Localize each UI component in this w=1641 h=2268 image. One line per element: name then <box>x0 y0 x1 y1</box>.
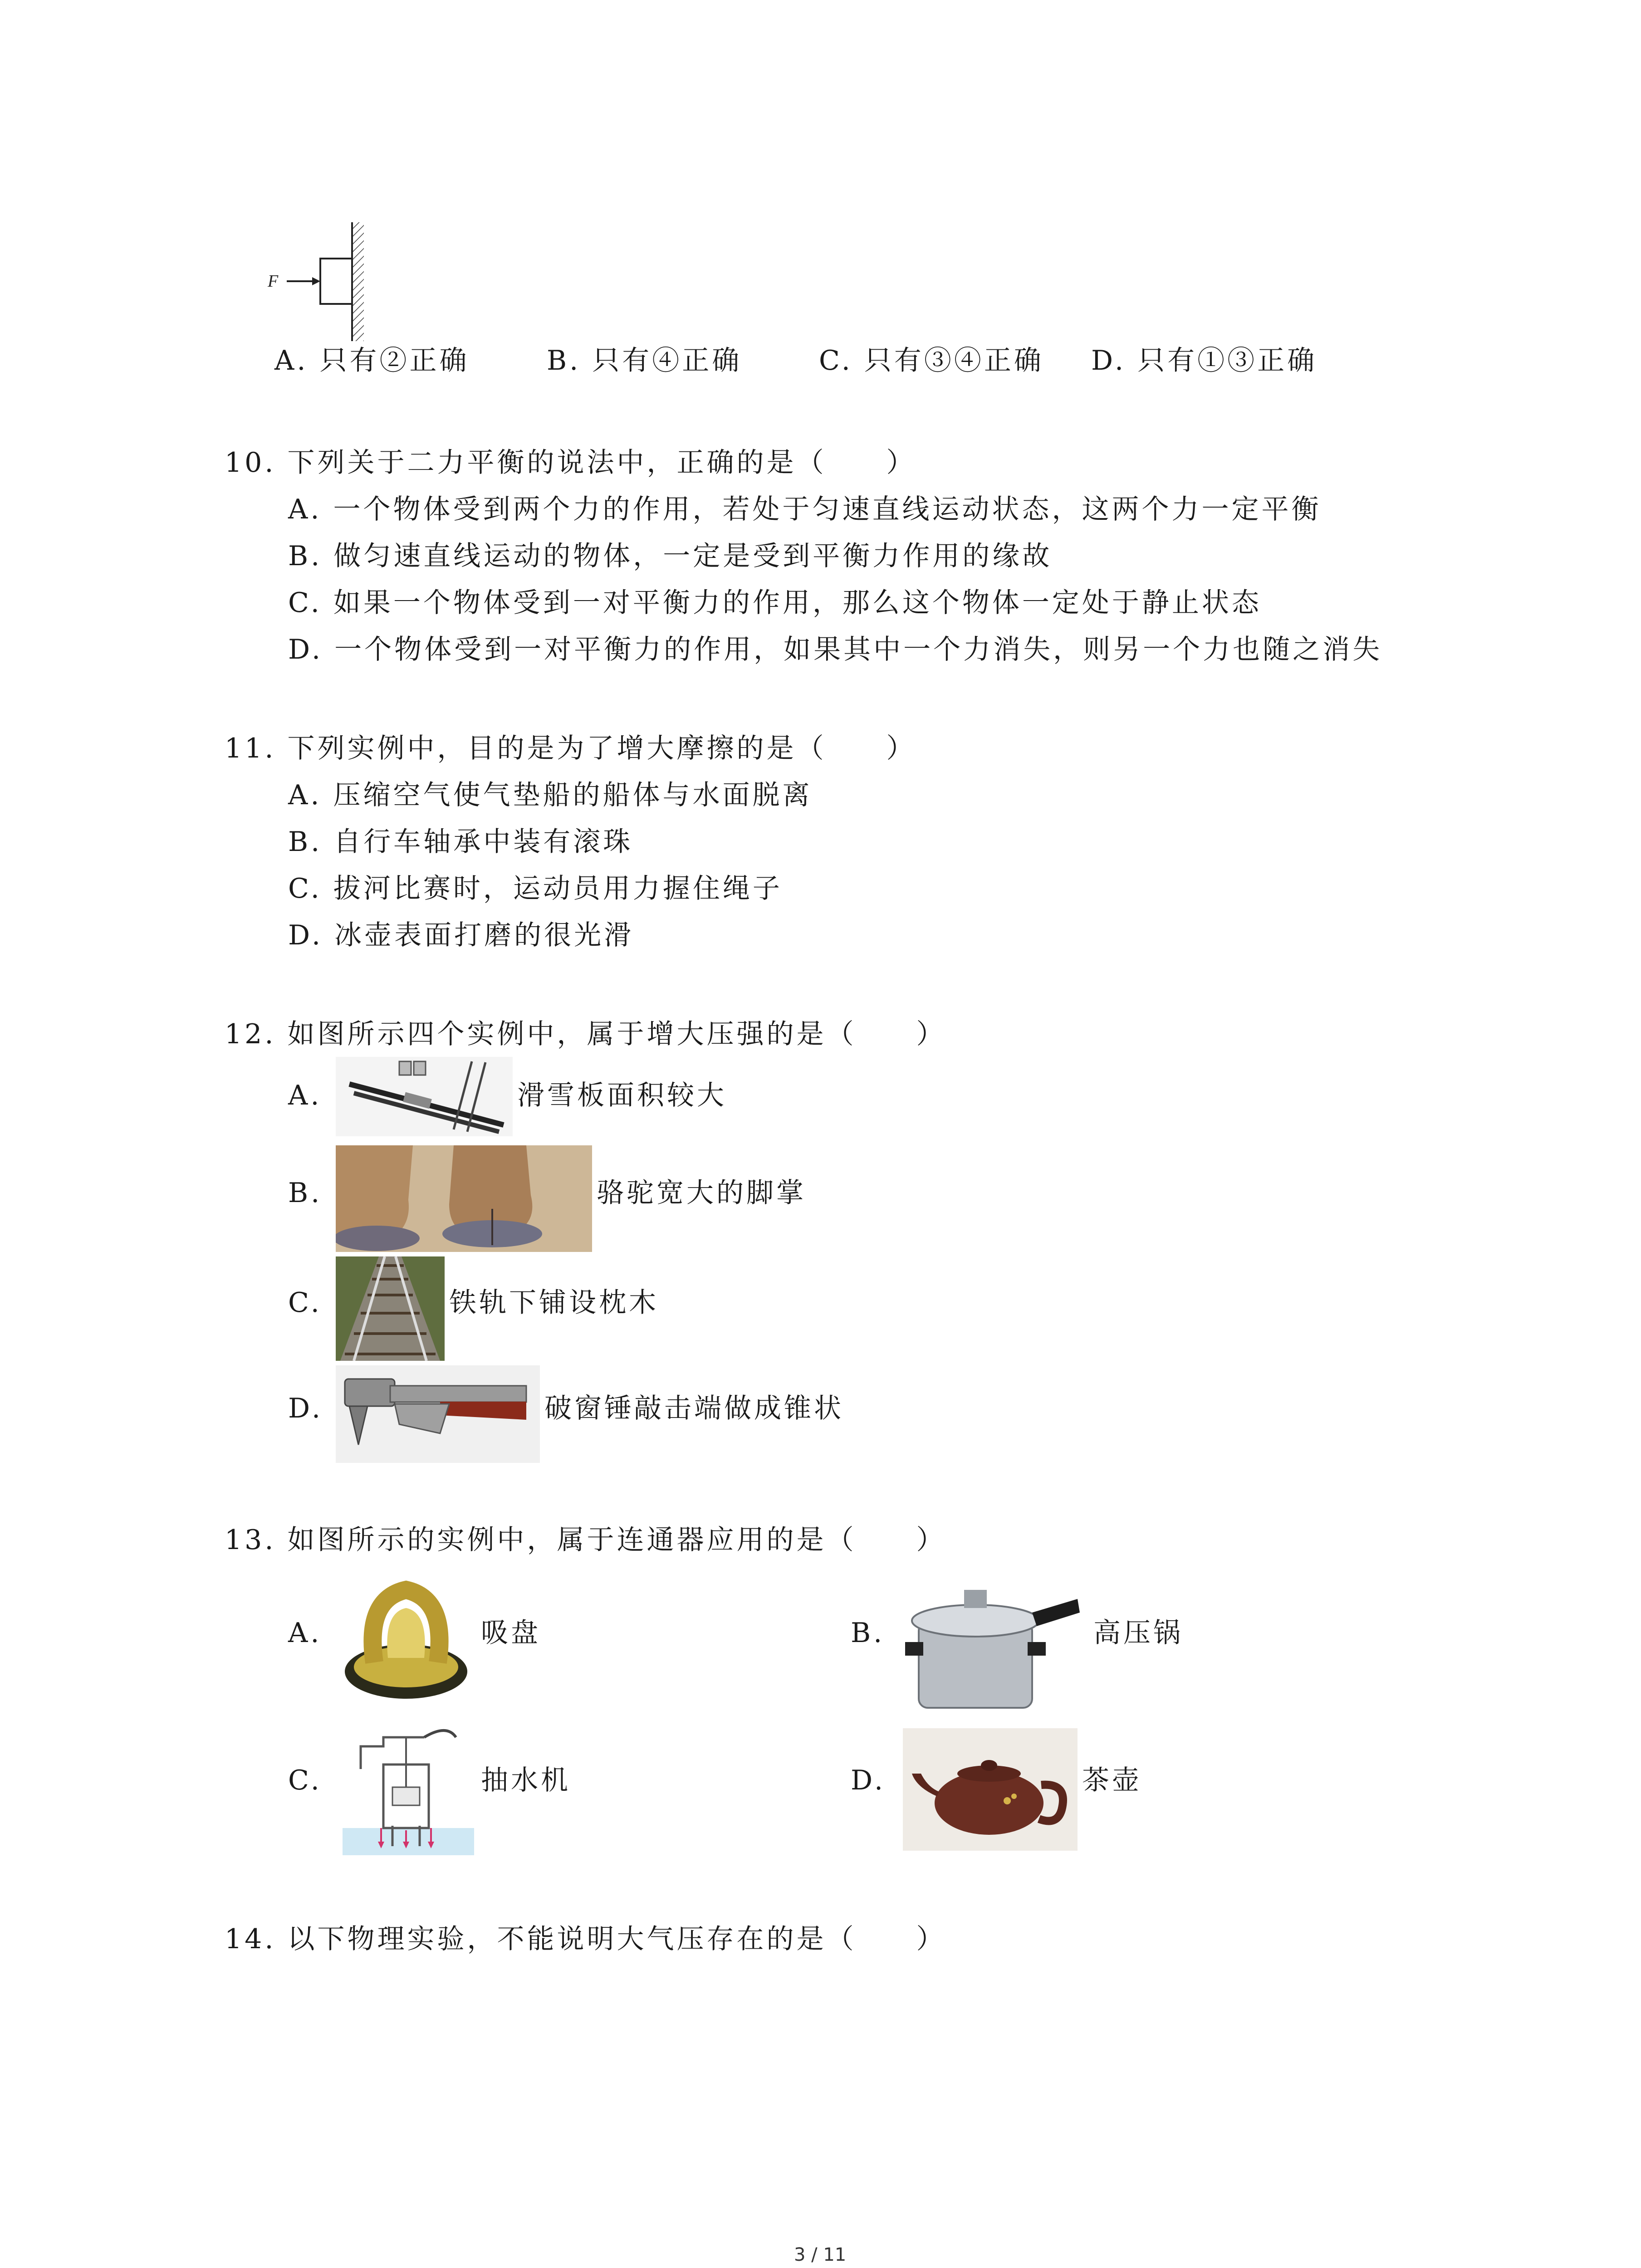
q12-option-c-text[interactable]: 铁轨下铺设枕木 <box>449 1287 659 1319</box>
q9-option-c[interactable]: C. 只有③④正确 <box>819 345 1044 376</box>
q12-option-b-text[interactable]: 骆驼宽大的脚掌 <box>597 1177 806 1209</box>
q12-stem: 12. 如图所示四个实例中，属于增大压强的是（ ） <box>225 1018 946 1050</box>
emergency-hammer-image <box>336 1365 540 1463</box>
q13-stem: 13. 如图所示的实例中，属于连通器应用的是（ ） <box>225 1524 946 1556</box>
skis-image <box>336 1057 513 1136</box>
q10-option-a[interactable]: A. 一个物体受到两个力的作用，若处于匀速直线运动状态，这两个力一定平衡 <box>288 494 1322 525</box>
q10-stem: 10. 下列关于二力平衡的说法中，正确的是（ ） <box>225 447 916 479</box>
q12-option-a-letter: A. <box>288 1080 322 1111</box>
q13-option-d-letter: D. <box>851 1765 886 1796</box>
q13-option-b-letter: B. <box>851 1617 885 1649</box>
q14-stem: 14. 以下物理实验，不能说明大气压存在的是（ ） <box>225 1923 946 1955</box>
q12-option-b-letter: B. <box>288 1177 323 1209</box>
q13-option-a-letter: A. <box>288 1617 322 1649</box>
pressure-cooker-image <box>896 1567 1087 1717</box>
q12-option-c-letter: C. <box>288 1287 322 1319</box>
q9-option-a[interactable]: A. 只有②正确 <box>274 345 470 376</box>
q12-option-a-text[interactable]: 滑雪板面积较大 <box>517 1080 727 1111</box>
suction-cup-image <box>338 1572 481 1708</box>
q11-option-a[interactable]: A. 压缩空气使气垫船的船体与水面脱离 <box>288 779 813 811</box>
q13-option-a-text[interactable]: 吸盘 <box>481 1617 541 1649</box>
q9-option-d[interactable]: D. 只有①③正确 <box>1091 345 1318 376</box>
force-label: F <box>268 272 279 291</box>
q13-option-c-letter: C. <box>288 1765 322 1796</box>
q11-option-b[interactable]: B. 自行车轴承中装有滚珠 <box>288 826 633 858</box>
q11-option-d[interactable]: D. 冰壶表面打磨的很光滑 <box>288 919 634 951</box>
q12-option-d-text[interactable]: 破窗锤敲击端做成锥状 <box>544 1393 844 1424</box>
camel-feet-image <box>336 1145 592 1252</box>
water-pump-image <box>343 1719 474 1855</box>
force-wall-diagram <box>263 218 381 345</box>
q9-option-b[interactable]: B. 只有④正确 <box>547 345 742 376</box>
q10-option-b[interactable]: B. 做匀速直线运动的物体，一定是受到平衡力作用的缘故 <box>288 540 1053 572</box>
q13-option-b-text[interactable]: 高压锅 <box>1093 1617 1183 1649</box>
q13-option-c-text[interactable]: 抽水机 <box>481 1765 571 1796</box>
q11-option-c[interactable]: C. 拔河比赛时，运动员用力握住绳子 <box>288 873 783 904</box>
q10-option-d[interactable]: D. 一个物体受到一对平衡力的作用，如果其中一个力消失，则另一个力也随之消失 <box>288 634 1383 665</box>
railway-track-image <box>336 1256 445 1361</box>
teapot-image <box>903 1728 1078 1851</box>
page-number: 3 / 11 <box>794 2244 847 2265</box>
q13-option-d-text[interactable]: 茶壶 <box>1082 1765 1142 1796</box>
q10-option-c[interactable]: C. 如果一个物体受到一对平衡力的作用，那么这个物体一定处于静止状态 <box>288 587 1262 619</box>
q11-stem: 11. 下列实例中，目的是为了增大摩擦的是（ ） <box>225 733 916 764</box>
q12-option-d-letter: D. <box>288 1393 323 1424</box>
